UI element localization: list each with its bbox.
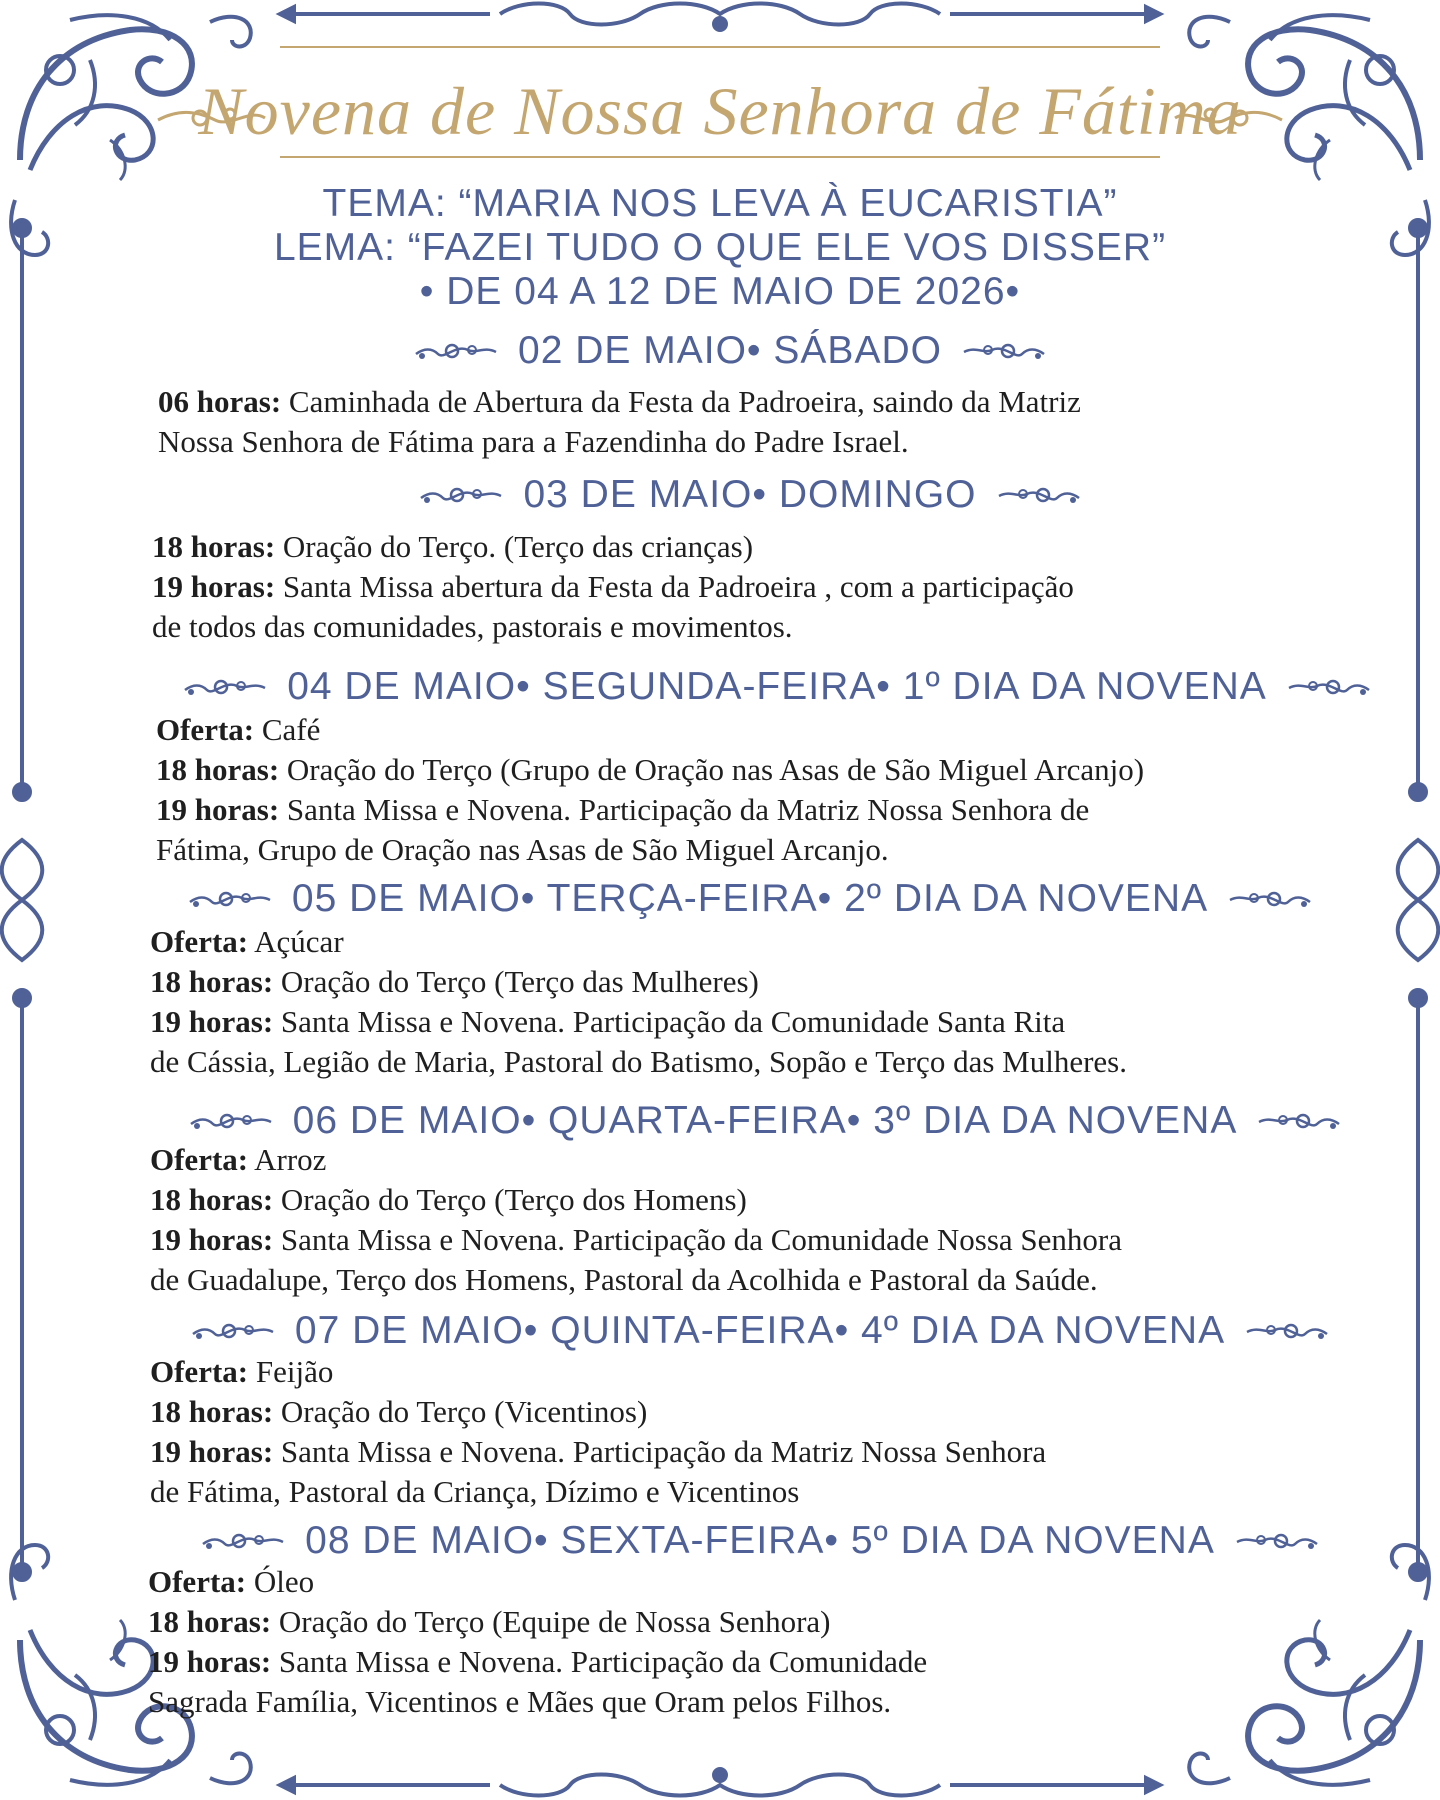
schedule-line bbox=[152, 607, 793, 647]
day-heading-text: 03 DE MAIO• DOMINGO bbox=[523, 473, 977, 516]
line-text: Santa Missa e Novena. Participação da Comunidade Santa Rita bbox=[273, 1004, 1066, 1039]
day-heading bbox=[150, 1518, 1370, 1564]
line-text: Oração do Terço (Terço dos Homens) bbox=[273, 1182, 747, 1217]
flourish-left-icon bbox=[186, 886, 274, 912]
schedule-line bbox=[148, 1642, 927, 1682]
line-text: Arroz bbox=[248, 1142, 327, 1177]
time-label: 18 horas: bbox=[150, 964, 274, 999]
schedule-line bbox=[148, 1602, 831, 1642]
page-title: Novena de Nossa Senhora de Fátima bbox=[198, 73, 1242, 149]
time-label: 19 horas: bbox=[150, 1222, 274, 1257]
schedule-line bbox=[150, 1220, 1122, 1260]
schedule-line bbox=[150, 1392, 647, 1432]
line-text: Oração do Terço (Equipe de Nossa Senhora) bbox=[271, 1604, 831, 1639]
schedule-line bbox=[156, 830, 889, 870]
time-label: 18 horas: bbox=[148, 1604, 272, 1639]
line-text: de Fátima, Pastoral da Criança, Dízimo e Vicentinos bbox=[150, 1474, 800, 1509]
schedule-line bbox=[148, 1562, 314, 1602]
line-text: Fátima, Grupo de Oração nas Asas de São Miguel Arcanjo. bbox=[156, 832, 889, 867]
flourish-right-icon bbox=[995, 482, 1083, 508]
line-text: Nossa Senhora de Fátima para a Fazendinha do Padre Israel. bbox=[158, 424, 909, 459]
flourish-left-icon bbox=[199, 1528, 287, 1554]
schedule-line bbox=[156, 750, 1144, 790]
flourish-left-icon bbox=[412, 338, 500, 364]
flourish-left-icon bbox=[417, 482, 505, 508]
line-text: Açúcar bbox=[248, 924, 344, 959]
schedule-line bbox=[150, 1042, 1127, 1082]
schedule-line bbox=[150, 1472, 799, 1512]
time-label: Oferta: bbox=[156, 712, 255, 747]
line-text: Santa Missa e Novena. Participação da Matriz Nossa Senhora de bbox=[279, 792, 1090, 827]
line-text: de Cássia, Legião de Maria, Pastoral do Batismo, Sopão e Terço das Mulheres. bbox=[150, 1044, 1127, 1079]
flourish-left-icon bbox=[181, 674, 269, 700]
schedule-line bbox=[150, 922, 344, 962]
schedule-line bbox=[158, 422, 909, 462]
day-heading-text: 02 DE MAIO• SÁBADO bbox=[518, 329, 942, 372]
schedule-line bbox=[152, 527, 753, 567]
time-label: Oferta: bbox=[150, 924, 249, 959]
line-text: Sagrada Família, Vicentinos e Mães que Oram pelos Filhos. bbox=[148, 1684, 892, 1719]
line-text: Santa Missa abertura da Festa da Padroeira , com a participação bbox=[275, 569, 1074, 604]
line-text: Oração do Terço (Terço das Mulheres) bbox=[273, 964, 759, 999]
line-text: Oração do Terço (Grupo de Oração nas Asas de São Miguel Arcanjo) bbox=[279, 752, 1145, 787]
flourish-right-icon bbox=[1233, 1528, 1321, 1554]
time-label: 19 horas: bbox=[150, 1004, 274, 1039]
flourish-right-icon bbox=[1285, 674, 1373, 700]
schedule-line bbox=[152, 567, 1074, 607]
day-heading bbox=[380, 328, 1080, 374]
line-text: Santa Missa e Novena. Participação da Matriz Nossa Senhora bbox=[273, 1434, 1047, 1469]
schedule-line bbox=[148, 1682, 891, 1722]
line-text: Caminhada de Abertura da Festa da Padroeira, saindo da Matriz bbox=[281, 384, 1081, 419]
title-rule-top bbox=[280, 46, 1160, 48]
flourish-right-icon bbox=[1243, 1318, 1331, 1344]
lema: LEMA: “FAZEI TUDO O QUE ELE VOS DISSER” bbox=[273, 226, 1167, 269]
day-heading bbox=[150, 876, 1350, 922]
schedule-line bbox=[156, 790, 1089, 830]
schedule-line bbox=[158, 382, 1081, 422]
line-text: Santa Missa e Novena. Participação da Comunidade Nossa Senhora bbox=[273, 1222, 1122, 1257]
flourish-right-icon bbox=[960, 338, 1048, 364]
schedule-line bbox=[150, 1260, 1098, 1300]
schedule-line bbox=[150, 1352, 333, 1392]
day-heading-text: 04 DE MAIO• SEGUNDA-FEIRA• 1º DIA DA NOVENA bbox=[287, 665, 1267, 708]
schedule-line bbox=[150, 1002, 1065, 1042]
day-heading bbox=[380, 472, 1120, 518]
line-text: Oração do Terço (Vicentinos) bbox=[273, 1394, 648, 1429]
time-label: 19 horas: bbox=[148, 1644, 272, 1679]
time-label: Oferta: bbox=[150, 1142, 249, 1177]
line-text: Feijão bbox=[248, 1354, 334, 1389]
schedule-line bbox=[156, 710, 320, 750]
tema: TEMA: “MARIA NOS LEVA À EUCARISTIA” bbox=[322, 182, 1118, 225]
day-heading-text: 06 DE MAIO• QUARTA-FEIRA• 3º DIA DA NOVENA bbox=[292, 1099, 1238, 1142]
flourish-right-icon bbox=[1255, 1108, 1343, 1134]
day-heading bbox=[152, 664, 1402, 710]
time-label: 19 horas: bbox=[156, 792, 280, 827]
line-text: de Guadalupe, Terço dos Homens, Pastoral da Acolhida e Pastoral da Saúde. bbox=[150, 1262, 1098, 1297]
time-label: Oferta: bbox=[150, 1354, 249, 1389]
time-label: 06 horas: bbox=[158, 384, 282, 419]
line-text: Óleo bbox=[246, 1564, 315, 1599]
line-text: Oração do Terço. (Terço das crianças) bbox=[275, 529, 754, 564]
time-label: 18 horas: bbox=[150, 1394, 274, 1429]
day-heading bbox=[150, 1308, 1370, 1354]
line-text: Café bbox=[254, 712, 321, 747]
flourish-left-icon bbox=[187, 1108, 275, 1134]
schedule-line bbox=[150, 1432, 1046, 1472]
time-label: 18 horas: bbox=[152, 529, 276, 564]
line-text: de todos das comunidades, pastorais e movimentos. bbox=[152, 609, 793, 644]
time-label: 19 horas: bbox=[150, 1434, 274, 1469]
schedule-line bbox=[150, 1180, 747, 1220]
schedule-line bbox=[150, 962, 759, 1002]
flourish-left-icon bbox=[189, 1318, 277, 1344]
periodo: • DE 04 A 12 DE MAIO DE 2026• bbox=[419, 270, 1021, 313]
time-label: 19 horas: bbox=[152, 569, 276, 604]
title-rule-bottom bbox=[280, 156, 1160, 158]
day-heading-text: 08 DE MAIO• SEXTA-FEIRA• 5º DIA DA NOVENA bbox=[305, 1519, 1215, 1562]
line-text: Santa Missa e Novena. Participação da Comunidade bbox=[271, 1644, 928, 1679]
time-label: 18 horas: bbox=[150, 1182, 274, 1217]
flourish-right-icon bbox=[1226, 886, 1314, 912]
day-heading-text: 07 DE MAIO• QUINTA-FEIRA• 4º DIA DA NOVENA bbox=[294, 1309, 1226, 1352]
time-label: 18 horas: bbox=[156, 752, 280, 787]
day-heading bbox=[150, 1098, 1380, 1144]
time-label: Oferta: bbox=[148, 1564, 247, 1599]
day-heading-text: 05 DE MAIO• TERÇA-FEIRA• 2º DIA DA NOVENA bbox=[291, 877, 1209, 920]
schedule-line bbox=[150, 1140, 326, 1180]
